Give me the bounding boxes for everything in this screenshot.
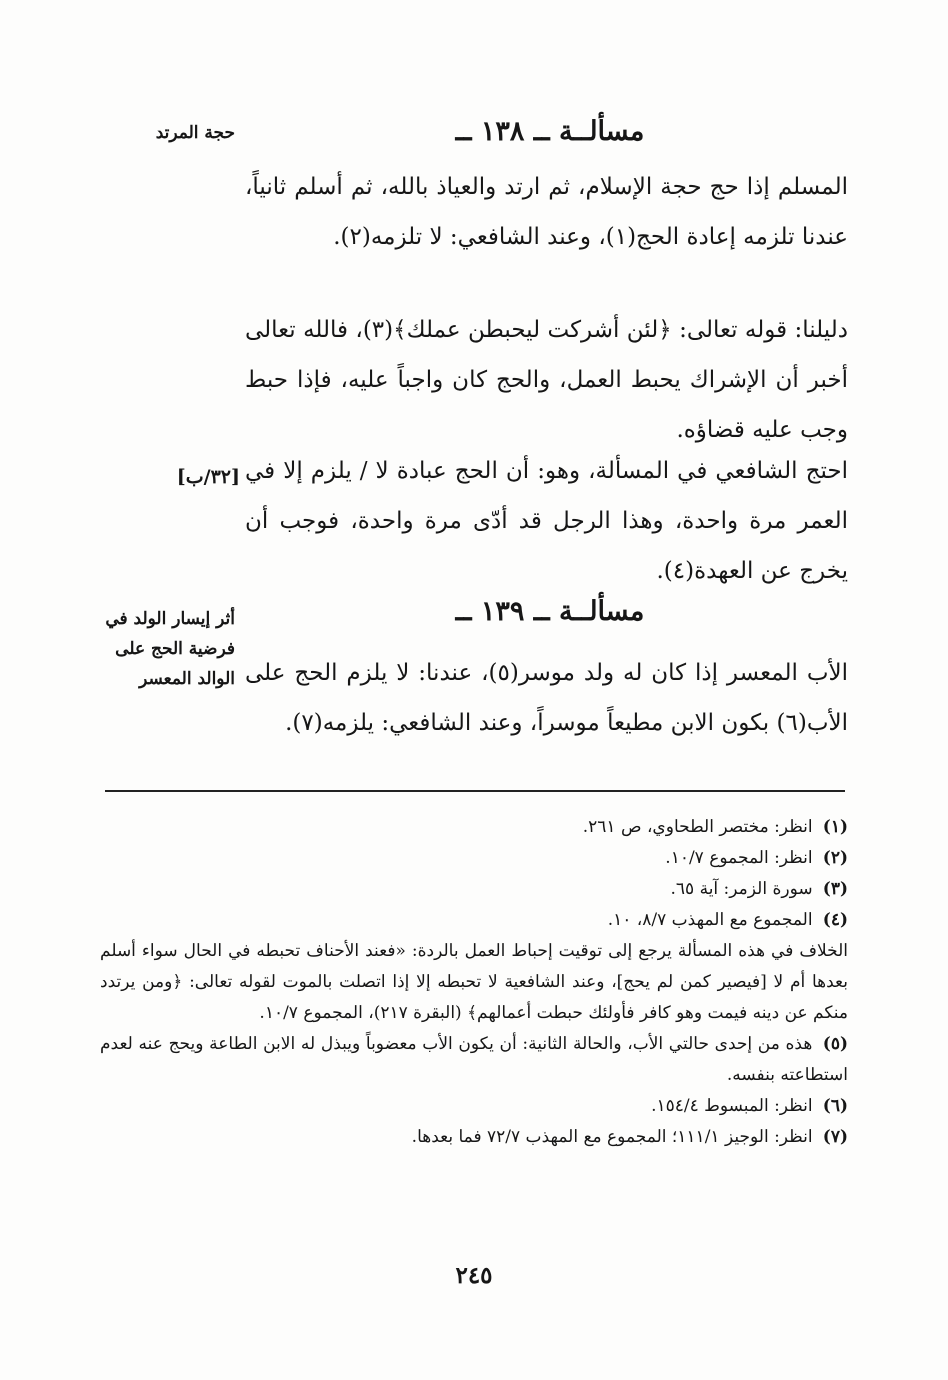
footnote-text: هذه من إحدى حالتي الأب، والحالة الثانية: أن يكون الأب معضوباً ويبذل له الابن الطاعة ويحج عنه لعدم استطاعته بنفسه. <box>100 1034 848 1085</box>
footnote-item <box>100 812 848 843</box>
footnote-item <box>100 1091 848 1122</box>
footnote-item <box>100 1122 848 1153</box>
footnote-number: (١) <box>822 817 848 837</box>
footnote-item <box>100 1029 848 1091</box>
issue-138-heading: مسألــة ــ ١٣٨ ــ <box>455 116 645 147</box>
footnote-number: (٢) <box>822 848 848 868</box>
footnote-number: (٥) <box>822 1034 848 1054</box>
footnote-separator <box>105 790 845 792</box>
footnote-item <box>100 843 848 874</box>
footnotes-section <box>100 812 848 1153</box>
issue-139-heading: مسألــة ــ ١٣٩ ــ <box>455 596 645 627</box>
margin-note-son-wealth <box>95 604 235 694</box>
footnote-text: انظر: الوجيز ١١١/١؛ المجموع مع المهذب ٧٢/٧ فما بعدها. <box>411 1127 813 1147</box>
footnote-text: انظر: المجموع ١٠/٧. <box>665 848 813 868</box>
footnote-continuation: الخلاف في هذه المسألة يرجع إلى توقيت إحباط العمل بالردة: «فعند الأحناف تحبطه في الحال سواء أسلم بعدها أم لا [فيصير كمن لم يحج]، وعند الشافعية لا تحبطه إلا إذا اتصلت بالموت لقوله تعالى: ﴿ومن يرتدد منكم عن دينه فيمت وهو كافر فأولئك حبطت أعمالهم﴾ (البقرة ٢١٧)، المجموع ١٠/٧. <box>100 941 848 1023</box>
footnote-item <box>100 874 848 905</box>
footnote-text: سورة الزمر: آية ٦٥. <box>670 879 813 899</box>
paragraph-shafii-argument: احتج الشافعي في المسألة، وهو: أن الحج عبادة لا / يلزم إلا في العمر مرة واحدة، وهذا الرجل قد أدّى مرة واحدة، فوجب أن يخرج عن العهدة(٤). <box>245 458 848 584</box>
footnote-item <box>100 905 848 936</box>
footnote-number: (٦) <box>822 1096 848 1116</box>
footnote-text: انظر: المبسوط ١٥٤/٤. <box>651 1096 813 1116</box>
paragraph-our-evidence: دليلنا: قوله تعالى: ﴿لئن أشركت ليحبطن عملك﴾(٣)، فالله تعالى أخبر أن الإشراك يحبط العمل، والحج كان واجباً عليه، فإذا حبط وجب عليه قضاؤه. <box>245 317 848 443</box>
margin-note-folio-ref: [٣٢/ب] <box>176 466 240 488</box>
page-number: ٢٤٥ <box>455 1262 493 1289</box>
footnote-number: (٧) <box>822 1127 848 1147</box>
margin-note-line: الوالد المعسر <box>139 669 235 689</box>
margin-note-line: فرضية الحج على <box>115 639 235 659</box>
paragraph-issue-139-statement: الأب المعسر إذا كان له ولد موسر(٥)، عندنا: لا يلزم الحج على الأب(٦) بكون الابن مطيعاً موسراً، وعند الشافعي: يلزمه(٧). <box>245 660 848 736</box>
margin-note-line: أثر إيسار الولد في <box>105 609 235 629</box>
footnote-number: (٣) <box>822 879 848 899</box>
margin-note-apostate-hajj: حجة المرتد <box>155 123 235 143</box>
footnote-text: انظر: مختصر الطحاوي، ص ٢٦١. <box>582 817 813 837</box>
footnote-number: (٤) <box>822 910 848 930</box>
footnote-text: المجموع مع المهذب ٨/٧، ١٠. <box>607 910 813 930</box>
paragraph-issue-138-statement: المسلم إذا حج حجة الإسلام، ثم ارتد والعياذ بالله، ثم أسلم ثانياً، عندنا تلزمه إعادة الحج(١)، وعند الشافعي: لا تلزمه(٢). <box>245 174 848 250</box>
